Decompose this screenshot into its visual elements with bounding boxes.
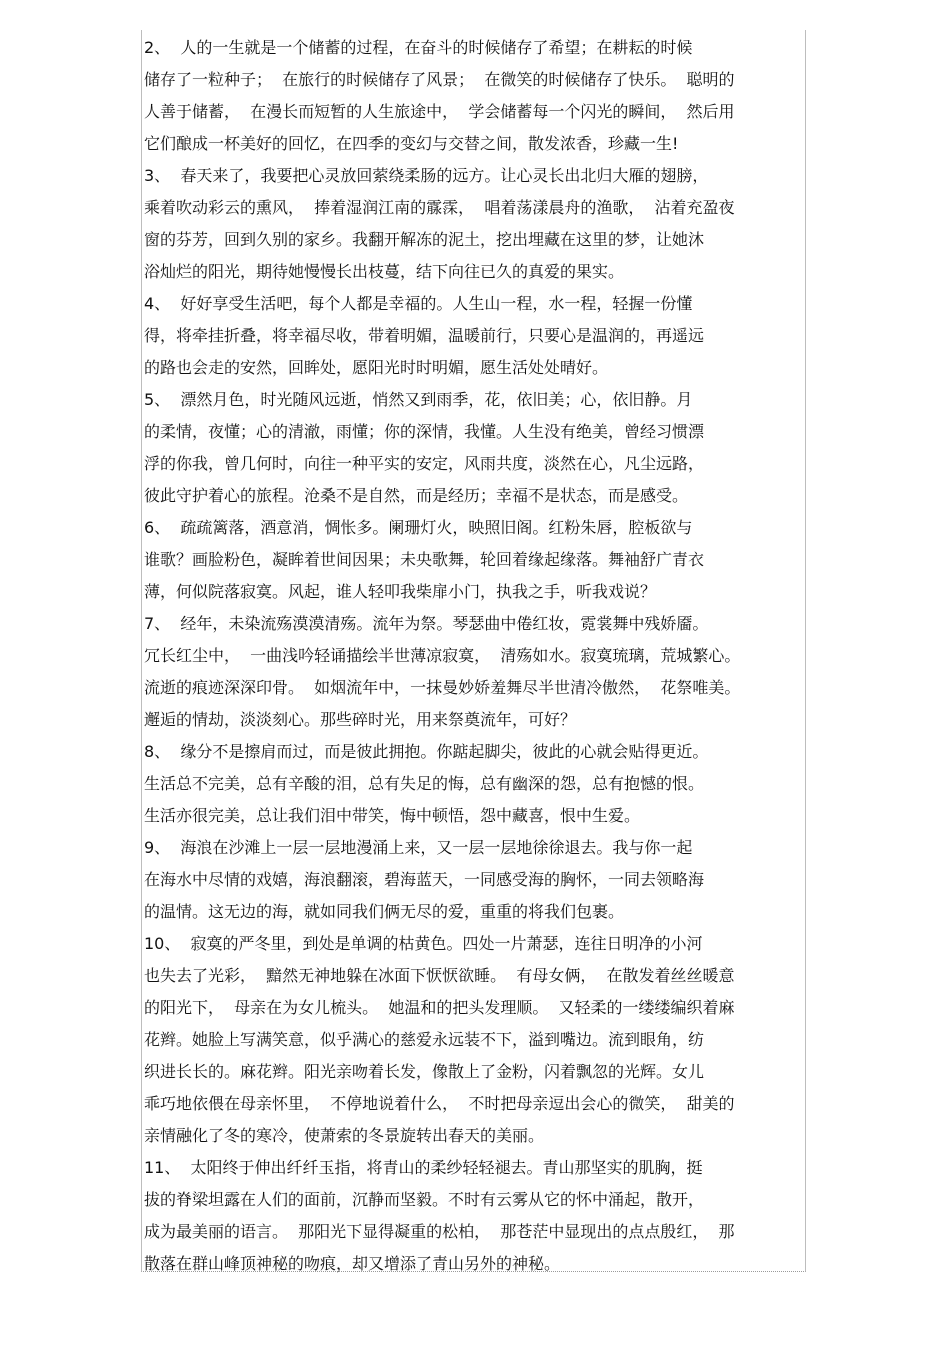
text-line: 人善于储蓄， 在漫长而短暂的人生旅途中， 学会储蓄每一个闪光的瞬间， 然后用 [144,102,735,121]
text-line: 浮的你我，曾几何时，向往一种平实的安定，风雨共度，淡然在心，凡尘远路， [144,454,705,473]
text-line: 冗长红尘中， 一曲浅吟轻诵描绘半世薄凉寂寞， 清殇如水。寂寞琉璃，荒城繁心。 [144,646,741,665]
text-line: 生活总不完美，总有辛酸的泪，总有失足的悔，总有幽深的怨，总有抱憾的恨。 [144,774,705,793]
text-line: 7、 经年，未染流殇漠漠清殇。流年为祭。琴瑟曲中倦红妆，霓裳舞中残娇靥。 [144,614,709,633]
text-line: 在海水中尽情的戏嬉，海浪翻滚，碧海蓝天，一同感受海的胸怀，一同去领略海 [144,870,705,889]
text-line: 拔的脊梁坦露在人们的面前，沉静而坚毅。不时有云雾从它的怀中涌起，散开， [144,1190,705,1209]
text-line: 4、 好好享受生活吧，每个人都是幸福的。人生山一程，水一程，轻握一份懂 [144,294,693,313]
text-line: 的路也会走的安然，回眸处，愿阳光时时明媚，愿生活处处晴好。 [144,358,609,377]
text-line: 10、 寂寞的严冬里，到处是单调的枯黄色。四处一片萧瑟，连往日明净的小河 [144,934,703,953]
text-line: 乘着吹动彩云的熏风， 捧着湿润江南的霡霂， 唱着荡漾晨舟的渔歌， 沾着充盈夜 [144,198,735,217]
text-line: 8、 缘分不是擦肩而过，而是彼此拥抱。你踮起脚尖，彼此的心就会贴得更近。 [144,742,709,761]
text-line: 邂逅的情劫，淡淡刻心。那些碎时光，用来祭奠流年，可好？ [144,710,577,729]
text-line: 得，将牵挂折叠，将幸福尽收，带着明媚，温暖前行，只要心是温润的，再遥远 [144,326,705,345]
text-line: 的柔情，夜懂；心的清澈，雨懂；你的深情，我懂。人生没有绝美，曾经习惯漂 [144,422,705,441]
text-line: 彼此守护着心的旅程。沧桑不是自然，而是经历；幸福不是状态，而是感受。 [144,486,689,505]
text-line: 5、 漂然月色，时光随风远逝，悄然又到雨季，花，依旧美；心，依旧静。月 [144,390,693,409]
text-line: 6、 疏疏篱落，酒意消，惆怅多。阑珊灯火，映照旧阁。红粉朱唇，腔板欲与 [144,518,693,537]
text-line: 窗的芬芳，回到久别的家乡。我翻开解冻的泥土，挖出埋藏在这里的梦，让她沐 [144,230,705,249]
text-line: 薄，何似院落寂寞。风起，谁人轻叩我柴扉小门，执我之手，听我戏说？ [144,582,657,601]
document-body [144,32,808,1280]
text-line: 2、 人的一生就是一个储蓄的过程，在奋斗的时候储存了希望；在耕耘的时候 [144,38,693,57]
text-line: 生活亦很完美，总让我们泪中带笑，悔中顿悟，怨中藏喜，恨中生爱。 [144,806,641,825]
text-line: 11、 太阳终于伸出纤纤玉指，将青山的柔纱轻轻褪去。青山那坚实的肌胸，挺 [144,1158,703,1177]
text-line: 浴灿烂的阳光，期待她慢慢长出枝蔓，结下向往已久的真爱的果实。 [144,262,625,281]
text-line: 乖巧地依偎在母亲怀里， 不停地说着什么， 不时把母亲逗出会心的微笑， 甜美的 [144,1094,735,1113]
text-line: 流逝的痕迹深深印骨。 如烟流年中，一抹曼妙娇羞舞尽半世清冷傲然， 花祭唯美。 [144,678,741,697]
text-line: 织进长长的。麻花辫。阳光亲吻着长发，像散上了金粉，闪着飘忽的光辉。女儿 [144,1062,705,1081]
text-line: 花辫。她脸上写满笑意，似乎满心的慈爱永远装不下，溢到嘴边。流到眼角，纺 [144,1030,705,1049]
text-line: 散落在群山峰顶神秘的吻痕，却又增添了青山另外的神秘。 [144,1254,561,1273]
text-line: 谁歌？画脸粉色，凝眸着世间因果；未央歌舞，轮回着缘起缘落。舞袖舒广青衣 [144,550,705,569]
text-line: 的温情。这无边的海，就如同我们俩无尽的爱，重重的将我们包裹。 [144,902,625,921]
text-line: 3、 春天来了，我要把心灵放回萦绕柔肠的远方。让心灵长出北归大雁的翅膀， [144,166,709,185]
text-line: 的阳光下， 母亲在为女儿梳头。 她温和的把头发理顺。 又轻柔的一缕缕编织着麻 [144,998,735,1017]
text-line: 储存了一粒种子； 在旅行的时候储存了风景； 在微笑的时候储存了快乐。 聪明的 [144,70,735,89]
text-line: 亲情融化了冬的寒冷，使萧索的冬景旋转出春天的美丽。 [144,1126,545,1145]
text-line: 9、 海浪在沙滩上一层一层地漫涌上来，又一层一层地徐徐退去。我与你一起 [144,838,693,857]
text-line: 也失去了光彩， 黯然无神地躲在冰面下恹恹欲睡。 有母女俩， 在散发着丝丝暖意 [144,966,735,985]
text-line: 成为最美丽的语言。 那阳光下显得凝重的松柏， 那苍茫中显现出的点点殷红， 那 [144,1222,735,1241]
text-line: 它们酿成一杯美好的回忆，在四季的变幻与交替之间，散发浓香，珍藏一生! [144,134,679,153]
